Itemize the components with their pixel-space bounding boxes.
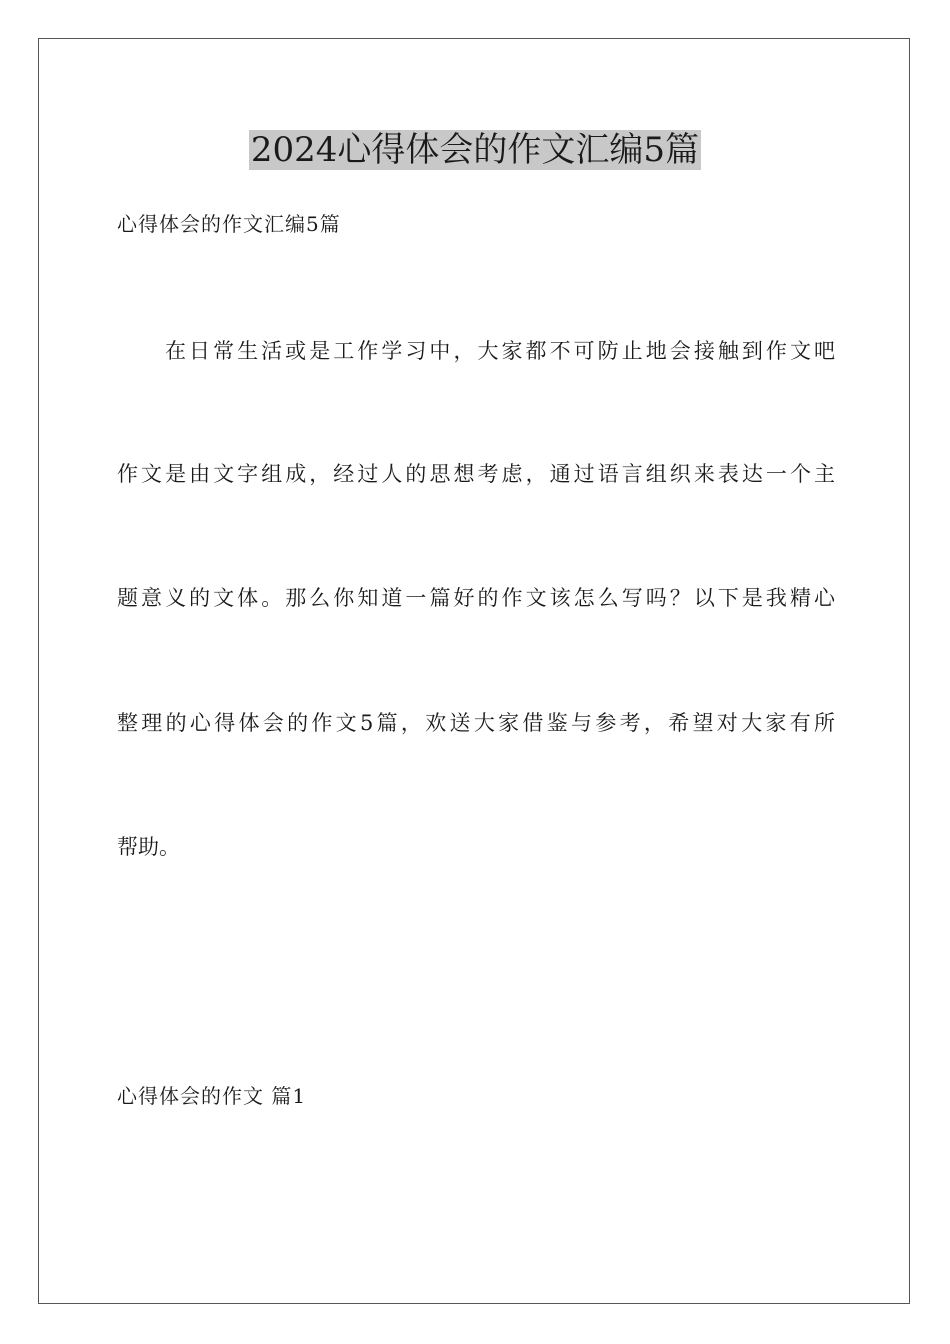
intro-line-2: 作文是由文字组成，经过人的思想考虑，通过语言组织来表达一个主 [117,462,835,486]
document-title [0,128,950,172]
document-title-text: 2024心得体会的作文汇编5篇 [250,130,700,170]
intro-line-4: 整理的心得体会的作文5篇，欢送大家借鉴与参考，希望对大家有所 [117,711,835,735]
intro-line-5: 帮助。 [117,835,180,859]
intro-line-1: 在日常生活或是工作学习中，大家都不可防止地会接触到作文吧 [165,339,835,363]
document-subtitle: 心得体会的作文汇编5篇 [117,212,341,236]
intro-line-3: 题意义的文体。那么你知道一篇好的作文该怎么写吗？以下是我精心 [117,586,835,610]
section-heading: 心得体会的作文 篇1 [117,1084,307,1108]
